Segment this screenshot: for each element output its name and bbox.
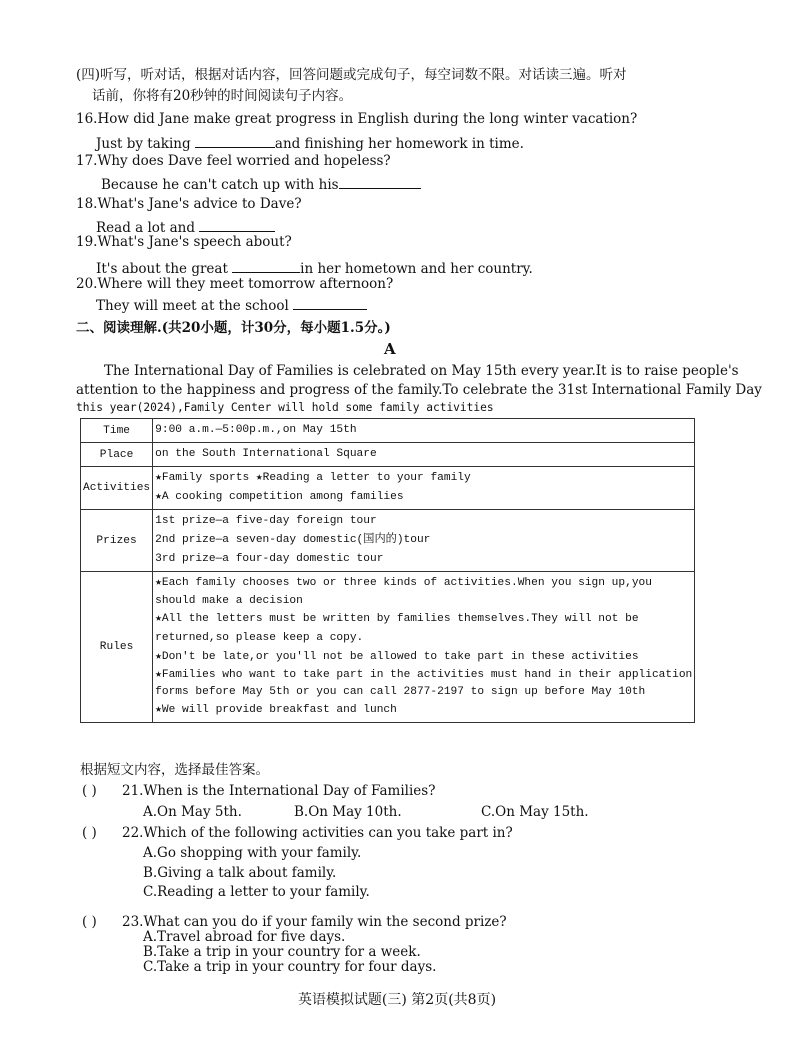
- row-value-line: ★Families who want to take part in the activities must hand in their application: [155, 669, 693, 681]
- answer-paren: ( ): [82, 825, 97, 841]
- answer-line-18: Read a lot and: [96, 218, 275, 237]
- row-value-line: 2nd prize—a seven-day domestic(国内的)tour: [155, 534, 431, 546]
- answer-line-20: They will meet at the school: [96, 296, 367, 315]
- passage-intro-line2: attention to the happiness and progress of the family.To celebrate the 31st International Family Day: [76, 382, 762, 398]
- answer-line-17: Because he can't catch up with his: [101, 175, 421, 194]
- answer-blank: [195, 134, 275, 148]
- listening-instruction-line1: (四)听写，听对话，根据对话内容，回答问题或完成句子，每空词数不限。对话读三遍。听对: [76, 67, 627, 83]
- row-key: Time: [81, 419, 153, 443]
- passage-label: A: [384, 340, 396, 358]
- row-value-line: ★Don't be late,or you'll not be allowed to take part in these activities: [155, 651, 639, 663]
- mcq-21-option-a: A.On May 5th.: [143, 804, 242, 820]
- listening-instruction-line2: 话前，你将有20秒钟的时间阅读句子内容。: [92, 88, 353, 104]
- answer-blank: [232, 259, 300, 273]
- row-value-line: 3rd prize—a four-day domestic tour: [155, 553, 384, 565]
- question-16: 16.How did Jane make great progress in English during the long winter vacation?: [76, 111, 638, 127]
- table-row: [81, 443, 695, 467]
- mcq-23-option-b: B.Take a trip in your country for a week.: [143, 944, 421, 960]
- mcq-21-option-b: B.On May 10th.: [294, 804, 402, 820]
- mcq-22-option-c: C.Reading a letter to your family.: [143, 884, 370, 900]
- row-value-line: 9:00 a.m.—5:00p.m.,on May 15th: [155, 424, 357, 436]
- row-value-line: ★All the letters must be written by families themselves.They will not be: [155, 613, 639, 625]
- mcq-23-option-a: A.Travel abroad for five days.: [143, 929, 346, 945]
- page-footer: 英语模拟试题(三) 第2页(共8页): [297, 992, 497, 1008]
- row-key: Activities: [81, 467, 153, 510]
- row-value-line: returned,so please keep a copy.: [155, 632, 364, 644]
- answer-paren: ( ): [82, 914, 97, 930]
- answer-line-16: Just by taking and finishing her homework in time.: [96, 136, 524, 152]
- question-17: 17.Why does Dave feel worried and hopeless?: [76, 153, 391, 169]
- row-key: Rules: [81, 572, 153, 723]
- choose-instruction: 根据短文内容，选择最佳答案。: [80, 762, 269, 778]
- row-value-line: 1st prize—a five-day foreign tour: [155, 515, 377, 527]
- reading-section-title: 二、阅读理解.(共20小题，计30分，每小题1.5分。): [76, 320, 391, 336]
- row-key: Place: [81, 443, 153, 467]
- mcq-question: 23.What can you do if your family win the second prize?: [122, 914, 507, 930]
- question-18: 18.What's Jane's advice to Dave?: [76, 196, 302, 212]
- question-19: 19.What's Jane's speech about?: [76, 234, 292, 250]
- row-key: Prizes: [81, 510, 153, 572]
- passage-intro-line1: The International Day of Families is celebrated on May 15th every year.It is to raise people's: [104, 363, 739, 379]
- mcq-question: 22.Which of the following activities can you take part in?: [122, 825, 513, 841]
- table-row: [81, 419, 695, 443]
- row-value-line: on the South International Square: [155, 448, 377, 460]
- mcq-22-option-a: A.Go shopping with your family.: [143, 845, 362, 861]
- question-20: 20.Where will they meet tomorrow afternoon?: [76, 276, 394, 292]
- mcq-question: 21.When is the International Day of Families?: [122, 783, 436, 799]
- answer-line-19: It's about the great in her hometown and her country.: [96, 261, 533, 277]
- row-value-line: should make a decision: [155, 595, 303, 607]
- passage-intro-line3: this year(2024),Family Center will hold some family activities: [76, 401, 494, 414]
- table-row: [81, 572, 695, 723]
- mcq-23-option-c: C.Take a trip in your country for four days.: [143, 959, 437, 975]
- answer-paren: ( ): [82, 783, 97, 799]
- table-row: [81, 510, 695, 572]
- row-value-line: ★Family sports ★Reading a letter to your family: [155, 472, 471, 484]
- row-value-line: forms before May 5th or you can call 2877-2197 to sign up before May 10th: [155, 686, 646, 698]
- answer-blank: [199, 218, 275, 232]
- mcq-21: [82, 783, 435, 800]
- answer-blank: [339, 175, 421, 189]
- table-row: [81, 467, 695, 510]
- mcq-22-option-b: B.Giving a talk about family.: [143, 865, 337, 881]
- activity-info-table: [80, 418, 695, 723]
- row-value-line: ★A cooking competition among families: [155, 491, 404, 503]
- row-value-line: ★Each family chooses two or three kinds of activities.When you sign up,you: [155, 577, 652, 589]
- row-value-line: ★We will provide breakfast and lunch: [155, 704, 397, 716]
- mcq-22: [82, 825, 513, 842]
- answer-blank: [293, 296, 367, 310]
- mcq-21-option-c: C.On May 15th.: [481, 804, 589, 820]
